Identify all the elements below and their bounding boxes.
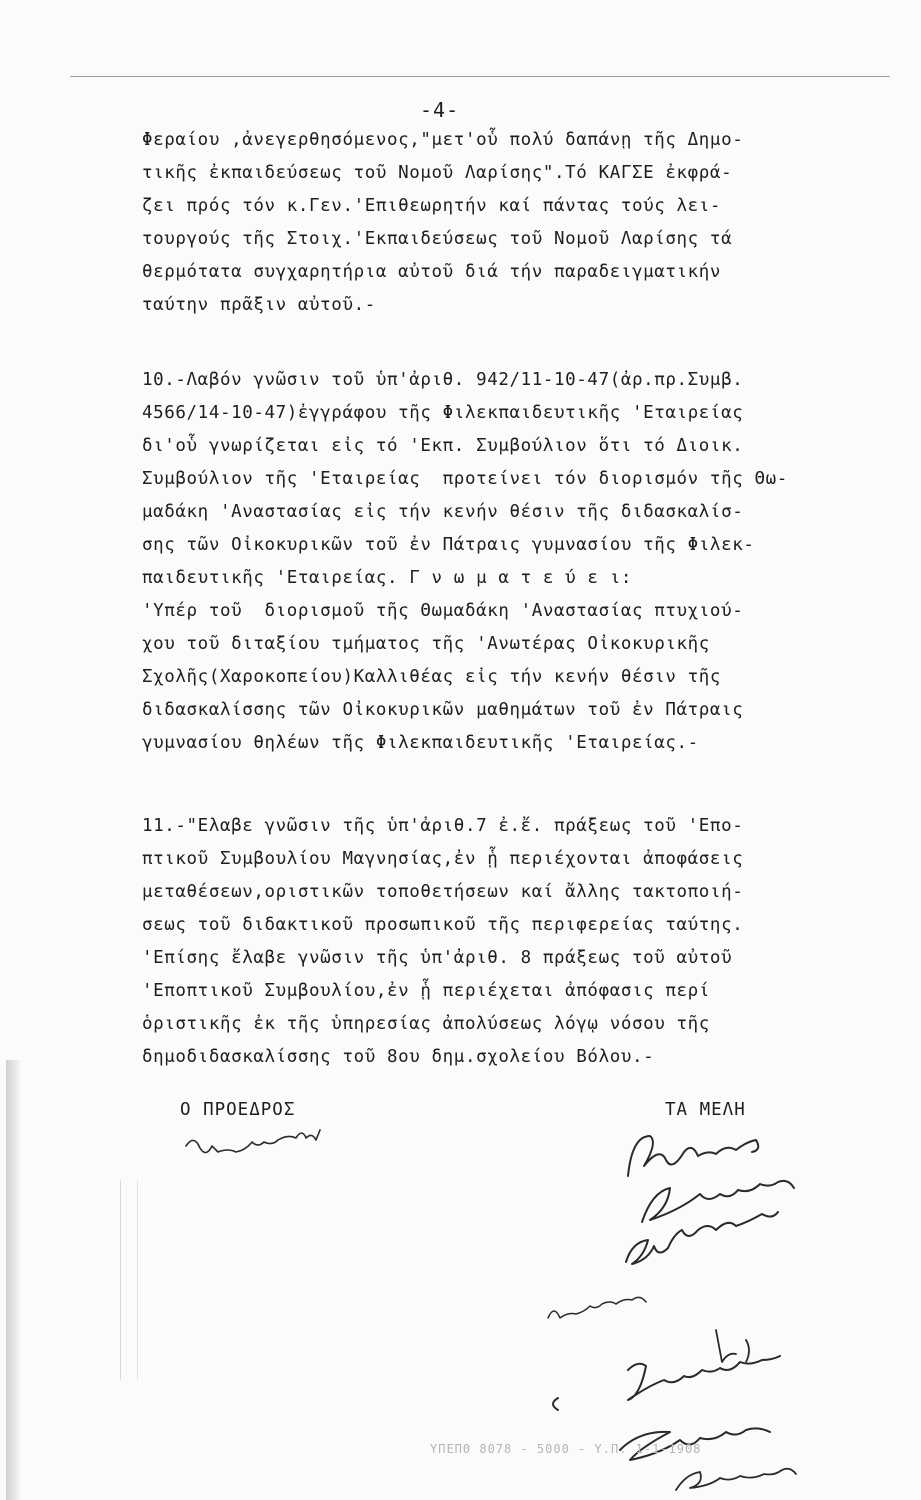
member-signature-4 [548,1297,646,1318]
text-line: δημοδιδασκαλίσσης τοῦ 8ου δημ.σχολείου Βόλου.- [142,1047,655,1067]
text-line: μαδάκη 'Αναστασίας εἰς τήν κενήν θέσιν τῆς διδασκαλίσ- [142,502,744,522]
president-label: Ο ΠΡΟΕΔΡΟΣ [180,1100,296,1120]
text-line: 11.-"Ελαβε γνῶσιν τῆς ὑπ'ἀριθ.7 ἐ.ἔ. πράξεως τοῦ 'Επο- [142,816,744,836]
member-signature-6 [553,1356,780,1410]
text-line: 10.-Λαβόν γνῶσιν τοῦ ὑπ'ἀριθ. 942/11-10-47(ἀρ.πρ.Συμβ. [142,370,744,390]
member-signature-5 [716,1330,749,1362]
text-line: μεταθέσεων,οριστικῶν τοποθετήσεων καί ἄλλης τακτοποιή- [142,882,744,902]
members-label: ΤΑ ΜΕΛΗ [665,1100,746,1120]
text-line: 'Επίσης ἔλαβε γνῶσιν τῆς ὑπ'ἀριθ. 8 πράξεως τοῦ αὐτοῦ [142,948,733,968]
president-signature [186,1130,320,1153]
text-line: Φεραίου ,ἀνεγερθησόμενος,"μετ'οὗ πολύ δαπάνῃ τῆς Δημο- [142,130,744,150]
member-signature-1 [628,1136,758,1176]
text-line: πτικοῦ Συμβουλίου Μαγνησίας,ἐν ᾗ περιέχονται ἀποφάσεις [142,849,744,869]
text-line: σεως τοῦ διδακτικοῦ προσωπικοῦ τῆς περιφερείας ταύτης. [142,915,744,935]
text-line: γυμνασίου θηλέων τῆς Φιλεκπαιδευτικῆς 'Εταιρείας.- [142,733,699,753]
text-line: σης τῶν Οἰκοκυρικῶν τοῦ ἐν Πάτραις γυμνασίου τῆς Φιλεκ- [142,535,755,555]
text-line: διδασκαλίσσης τῶν Οἰκοκυρικῶν μαθημάτων τοῦ ἐν Πάτραις [142,700,744,720]
text-line: 'Εποπτικοῦ Συμβουλίου,ἐν ᾗ περιέχεται ἀπόφασις περί [142,981,710,1001]
member-signature-8 [676,1469,796,1490]
text-line: παιδευτικῆς 'Εταιρείας. Γ ν ω μ α τ ε ύ ε ι: [142,568,632,588]
text-line: Συμβούλιον τῆς 'Εταιρείας προτείνει τόν διορισμόν τῆς Θω- [142,469,788,489]
text-line: ταύτην πρᾶξιν αὐτοῦ.- [142,295,376,315]
text-line: 4566/14-10-47)ἐγγράφου τῆς Φιλεκπαιδευτικῆς 'Εταιρείας [142,403,744,423]
text-line: 'Υπέρ τοῦ διορισμοῦ τῆς Θωμαδάκη 'Αναστασίας πτυχιού- [142,601,744,621]
text-line: ὁριστικῆς ἐκ τῆς ὑπηρεσίας ἀπολύσεως λόγῳ νόσου τῆς [142,1014,710,1034]
text-line: τουργούς τῆς Στοιχ.'Εκπαιδεύσεως τοῦ Νομοῦ Λαρίσης τά [142,229,733,249]
member-signature-3 [626,1212,778,1264]
text-line: δι'οὗ γνωρίζεται εἰς τό 'Εκπ. Συμβούλιον ὅτι τό Διοικ. [142,436,744,456]
text-line: τικῆς ἐκπαιδεύσεως τοῦ Νομοῦ Λαρίσης".Τό ΚΑΓΣΕ ἐκφρά- [142,163,733,183]
text-line: χου τοῦ διταξίου τμήματος τῆς 'Ανωτέρας Οἰκοκυρικῆς [142,634,710,654]
text-line: θερμότατα συγχαρητήρια αὐτοῦ διά τήν παραδειγματικήν [142,262,722,282]
text-line: Σχολῆς(Χαροκοπείου)Καλλιθέας εἰς τήν κενήν θέσιν τῆς [142,667,722,687]
printer-stamp: ΥΠΕΠΘ 8078 - 5000 - Υ.Π. 1-1-1908 [430,1442,702,1456]
page-number: -4- [420,98,460,122]
text-line: ζει πρός τόν κ.Γεν.'Επιθεωρητήν καί πάντας τούς λει- [142,196,722,216]
